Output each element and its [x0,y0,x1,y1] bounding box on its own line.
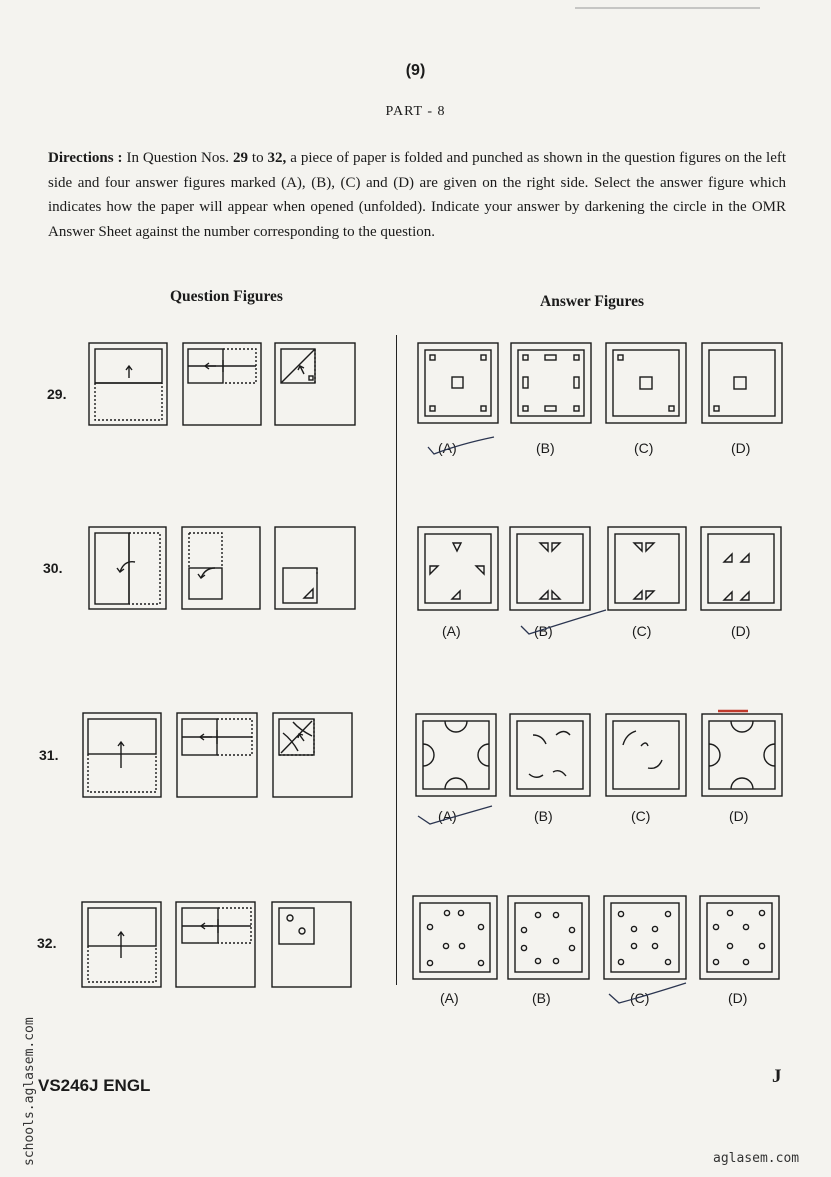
q32-question-figure-2 [176,902,255,987]
q32-option-a-label: (A) [440,990,459,1006]
q32-question-figure-1 [82,902,161,987]
q32-option-b-label: (B) [532,990,551,1006]
directions-text-1: In Question Nos. [122,150,233,166]
q31-answer-d [702,711,782,796]
q29-question-figure-2 [183,343,261,425]
page-number: (9) [405,62,426,79]
q31-answer-b [510,714,590,796]
question-figures-heading: Question Figures [170,288,283,305]
q29-option-d-label: (D) [731,440,751,456]
q30-answer-b [510,527,590,610]
q32-question-figure-3 [272,902,351,987]
side-watermark: schools.aglasem.com [22,1017,37,1166]
q30-pen-mark [521,610,606,634]
q29-question-figure-1 [89,343,167,425]
set-letter: J [772,1066,782,1087]
q31-answer-a [416,714,496,796]
q30-option-d-label: (D) [731,623,751,639]
question-number-31: 31. [39,747,59,763]
question-number-29: 29. [47,386,67,402]
q29-answer-d [702,343,782,423]
q29-option-b-label: (B) [536,440,555,456]
directions-q-to: 32, [267,150,287,166]
question-number-32: 32. [37,935,57,951]
q29-answer-b [511,343,591,423]
q29-option-a-label: (A) [438,440,457,456]
q29-pen-mark [428,437,494,454]
part-heading: PART - 8 [385,104,446,119]
q31-pen-mark [418,806,492,824]
q31-question-figure-2 [177,713,257,797]
q31-question-figure-3 [273,713,352,797]
q32-answer-c [604,896,686,979]
q30-question-figure-2 [182,527,260,609]
directions-text-2: to [247,150,268,166]
q29-answer-c [606,343,686,423]
q29-answer-a [418,343,498,423]
q31-option-c-label: (C) [631,808,651,824]
q31-option-a-label: (A) [438,808,457,824]
q31-answer-c [606,714,686,796]
directions-text-3: a piece of paper is folded and punched as shown in the question figures on the left side and four answer figures marked (A), (B), (C) and (D) are given on the right side. Select the answer figure which indicates how the paper will appear when opened (unfolded). Indicate your answer by darkening the circle in the OMR Answer Sheet against the number corresponding to the question. [48,150,787,240]
q30-question-figure-1 [89,527,166,609]
q31-option-d-label: (D) [729,808,749,824]
q32-answer-d [700,896,779,979]
question-number-30: 30. [43,560,63,576]
site-watermark: aglasem.com [713,1151,800,1166]
q30-question-figure-3 [275,527,355,609]
q32-pen-mark [609,983,686,1003]
q31-option-b-label: (B) [534,808,553,824]
q30-option-c-label: (C) [632,623,652,639]
paper-code: VS246J ENGL [38,1076,151,1095]
q32-option-d-label: (D) [728,990,748,1006]
q32-option-c-label: (C) [630,990,650,1006]
q30-answer-c [608,527,686,610]
q30-answer-d [701,527,781,610]
q29-option-c-label: (C) [634,440,654,456]
q29-question-figure-3 [275,343,355,425]
answer-figures-heading: Answer Figures [540,293,645,310]
q30-answer-a [418,527,498,610]
directions-label: Directions : [48,150,123,166]
directions-q-from: 29 [232,150,248,166]
q32-answer-a [413,896,497,979]
q30-option-b-label: (B) [534,623,553,639]
q30-option-a-label: (A) [442,623,461,639]
q32-answer-b [508,896,589,979]
q31-question-figure-1 [83,713,161,797]
